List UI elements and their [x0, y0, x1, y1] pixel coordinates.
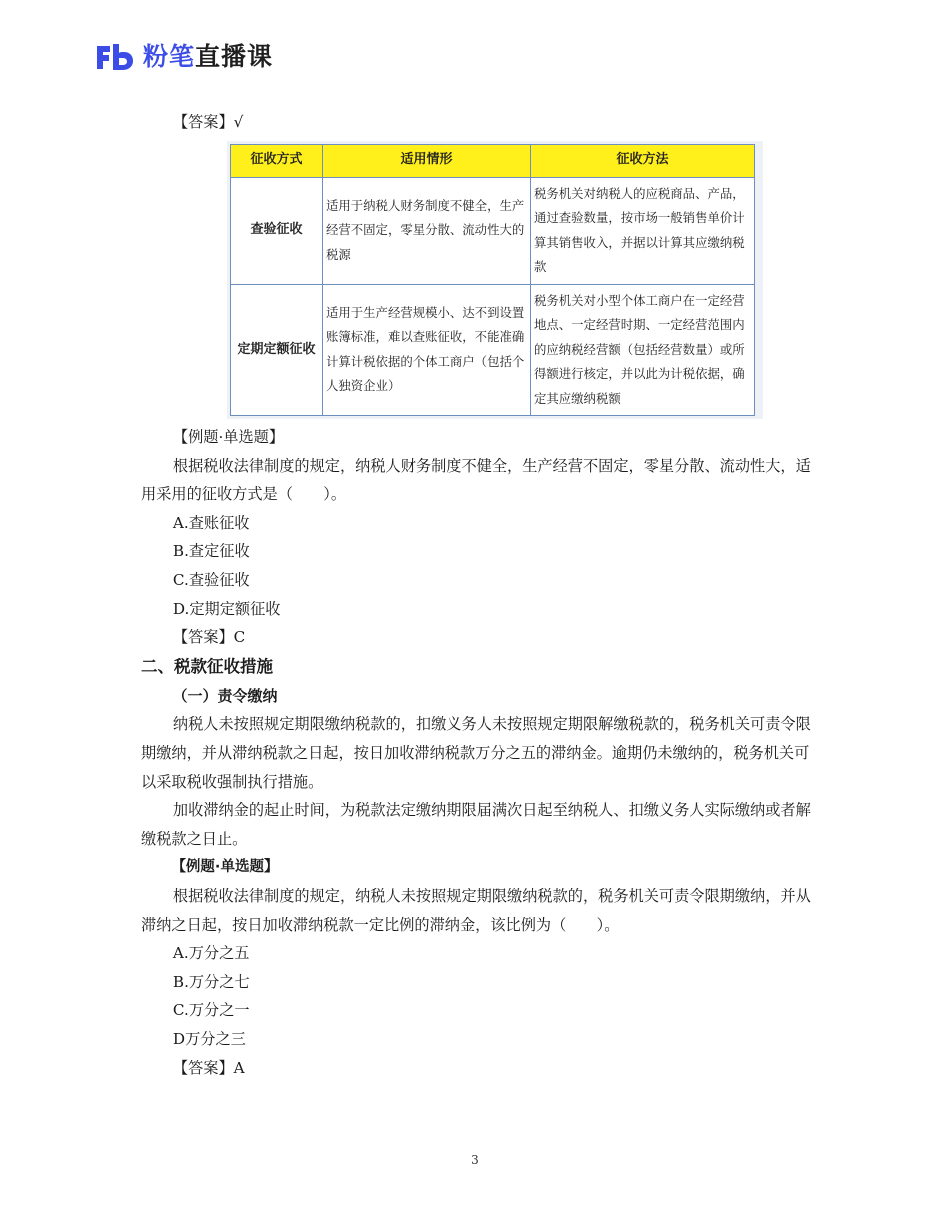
- table-row: [231, 177, 755, 284]
- table-row: [231, 284, 755, 416]
- logo-text: [143, 42, 273, 72]
- subsection-heading: （一）责令缴纳: [172, 686, 278, 705]
- option-b: B.万分之七: [172, 972, 250, 991]
- example-question: 根据税收法律制度的规定，纳税人财务制度不健全，生产经营不固定，零星分散、流动性大，适用采用的征收方式是（ ）。: [141, 456, 811, 504]
- table-cell-approach: 税务机关对小型个体工商户在一定经营地点、一定经营时期、一定经营范围内的应纳税经营额（包括经营数量）或所得额进行核定，并以此为计税依据，确定其应缴纳税额: [531, 284, 755, 416]
- answer-3: 【答案】A: [172, 1058, 245, 1077]
- tax-collection-table-frame: [227, 141, 763, 420]
- option-d: D.定期定额征收: [172, 599, 281, 618]
- option-a: A.查账征收: [172, 513, 250, 532]
- table-header-cell: 征收方式: [231, 144, 323, 177]
- document-body: [141, 108, 811, 1082]
- table-cell-scope: 适用于生产经营规模小、达不到设置账簿标准，难以查账征收，不能准确计算计税依据的个体工商户（包括个人独资企业）: [323, 284, 531, 416]
- logo-brand: 粉笔: [143, 42, 196, 71]
- table-cell-scope: 适用于纳税人财务制度不健全，生产经营不固定，零星分散、流动性大的税源: [323, 177, 531, 284]
- table-header-cell: 适用情形: [323, 144, 531, 177]
- logo-product: 直播课: [195, 42, 274, 71]
- brand-logo: [95, 40, 273, 74]
- example-label: 【例题·单选题】: [171, 859, 279, 876]
- fb-logo-icon: [95, 42, 135, 72]
- example-question: 根据税收法律制度的规定，纳税人未按照规定期限缴纳税款的，税务机关可责令限期缴纳，并从滞纳之日起，按日加收滞纳税款一定比例的滞纳金，该比例为（ ）。: [141, 887, 811, 934]
- option-c: C.万分之一: [172, 1001, 250, 1020]
- option-a: A.万分之五: [172, 944, 250, 963]
- example-label: 【例题·单选题】: [172, 428, 285, 447]
- answer-2: 【答案】C: [172, 628, 246, 647]
- table-header-row: [231, 144, 755, 177]
- table-header-cell: 征收方法: [531, 144, 755, 177]
- option-d: D万分之三: [172, 1029, 246, 1048]
- table-cell-approach: 税务机关对纳税人的应税商品、产品，通过查验数量，按市场一般销售单价计算其销售收入，并据以计算其应缴纳税款: [531, 177, 755, 284]
- tax-collection-table: [230, 144, 755, 417]
- section-heading: 二、税款征收措施: [141, 656, 273, 676]
- table-cell-method: 定期定额征收: [231, 284, 323, 416]
- option-b: B.查定征收: [172, 542, 250, 561]
- table-cell-method: 查验征收: [231, 177, 323, 284]
- body-paragraph: 加收滞纳金的起止时间，为税款法定缴纳期限届满次日起至纳税人、扣缴义务人实际缴纳或者解缴税款之日止。: [141, 801, 811, 848]
- option-c: C.查验征收: [172, 571, 250, 590]
- body-paragraph: 纳税人未按照规定期限缴纳税款的，扣缴义务人未按照规定期限解缴税款的，税务机关可责令限期缴纳，并从滞纳税款之日起，按日加收滞纳税款万分之五的滞纳金。逾期仍未缴纳的，税务机关可以采取税收强制执行措施。: [141, 715, 811, 791]
- answer-1: 【答案】√: [172, 113, 244, 131]
- page-number: 3: [471, 1153, 479, 1167]
